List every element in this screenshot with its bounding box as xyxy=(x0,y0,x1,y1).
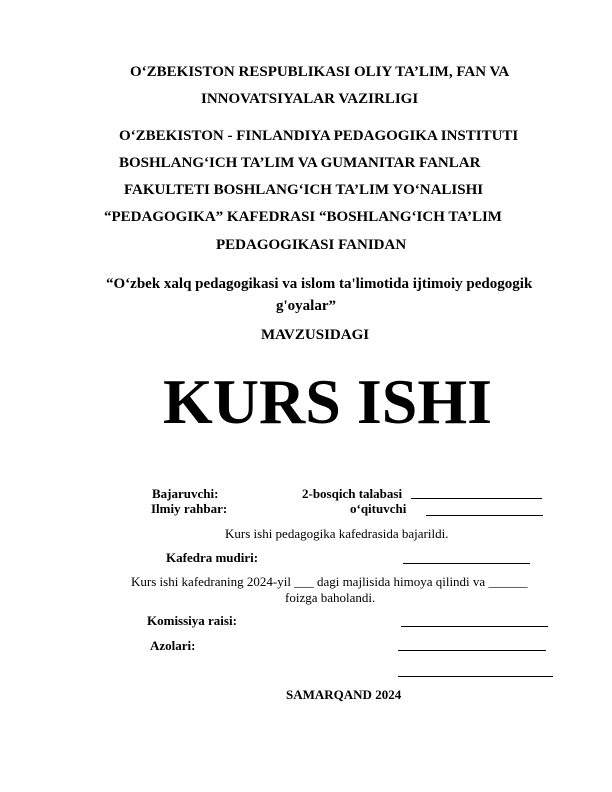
advisor-label: Ilmiy rahbar: xyxy=(151,501,228,516)
commission-label: Komissiya raisi: xyxy=(147,613,237,628)
faculty-line-1: BOSHLANG‘ICH TA’LIM VA GUMANITAR FANLAR xyxy=(119,155,481,171)
completed-note: Kurs ishi pedagogika kafedrasida bajarildi. xyxy=(225,526,449,541)
head-signature-line xyxy=(403,563,530,564)
ministry-line-2: INNOVATSIYALAR VAZIRLIGI xyxy=(201,91,419,107)
subject-line: PEDAGOGIKASI FANIDAN xyxy=(216,237,407,253)
member-signature-line-1 xyxy=(398,650,546,651)
topic-line-1: “O‘zbek xalq pedagogikasi va islom ta'limotida ijtimoiy pedogogik xyxy=(106,276,533,292)
members-label: Azolari: xyxy=(150,638,196,653)
topic-line-2: g'oyalar” xyxy=(276,298,336,314)
performer-label: Bajaruvchi: xyxy=(152,486,219,501)
performer-role: 2-bosqich talabasi xyxy=(302,486,403,501)
faculty-line-2: FAKULTETI BOSHLANG‘ICH TA’LIM YO‘NALISHI xyxy=(124,182,484,198)
institute-name: O‘ZBEKISTON - FINLANDIYA PEDAGOGIKA INSTITUTI xyxy=(119,128,519,144)
advisor-role: o‘qituvchi xyxy=(350,501,407,516)
city-year: SAMARQAND 2024 xyxy=(286,687,402,702)
performer-signature-line xyxy=(411,498,542,499)
document-title: KURS ISHI xyxy=(163,366,492,437)
defense-line-1: Kurs ishi kafedraning 2024-yil ___ dagi majlisida himoya qilindi va ______ xyxy=(131,574,528,589)
advisor-signature-line xyxy=(426,515,543,516)
member-signature-line-2 xyxy=(398,676,553,677)
ministry-line-1: O‘ZBEKISTON RESPUBLIKASI OLIY TA’LIM, FAN VA xyxy=(130,64,510,80)
head-label: Kafedra mudiri: xyxy=(166,550,259,565)
department-line: “PEDAGOGIKA” KAFEDRASI “BOSHLANG‘ICH TA’LIM xyxy=(104,209,502,225)
defense-line-2: foizga baholandi. xyxy=(285,590,376,605)
topic-suffix: MAVZUSIDAGI xyxy=(261,327,370,343)
commission-signature-line xyxy=(401,626,548,627)
